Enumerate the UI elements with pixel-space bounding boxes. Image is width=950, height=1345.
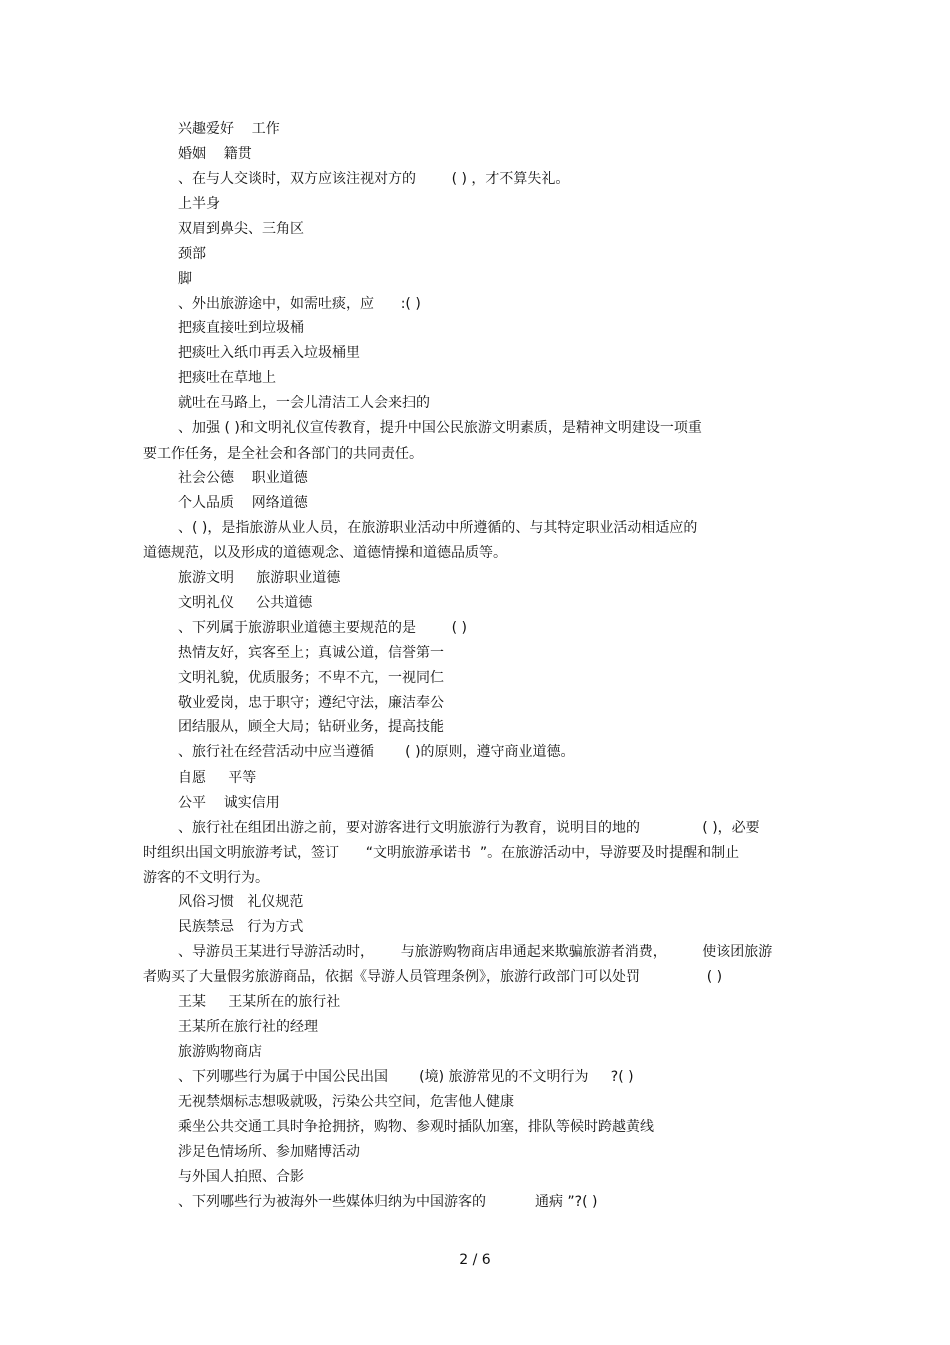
text-line: 社会公德 职业道德 (178, 470, 308, 486)
text-line: 公平 诚实信用 (178, 795, 280, 811)
text-line: 民族禁忌 行为方式 (178, 919, 304, 935)
text-line: 、旅行社在经营活动中应当遵循 ( )的原则，遵守商业道德。 (178, 744, 575, 760)
text-line: 时组织出国文明旅游考试，签订 “文明旅游承诺书 ”。在旅游活动中，导游要及时提醒和制止 (143, 845, 740, 861)
text-line: 、加强 ( )和文明礼仪宣传教育，提升中国公民旅游文明素质，是精神文明建设一项重 (178, 420, 702, 436)
text-line: 颈部 (178, 246, 206, 262)
text-line: 双眉到鼻尖、三角区 (178, 221, 304, 237)
text-line: 把痰吐在草地上 (178, 370, 276, 386)
text-line: 就吐在马路上，一会儿清洁工人会来扫的 (178, 395, 430, 411)
text-line: 婚姻 籍贯 (178, 146, 252, 162)
text-line: 游客的不文明行为。 (143, 870, 269, 886)
text-line: 团结服从，顾全大局；钻研业务，提高技能 (178, 719, 444, 735)
text-line: 敬业爱岗，忠于职守；遵纪守法，廉洁奉公 (178, 695, 444, 711)
text-line: 旅游文明 旅游职业道德 (178, 570, 341, 586)
text-line: 王某 王某所在的旅行社 (178, 994, 341, 1010)
text-line: 旅游购物商店 (178, 1044, 262, 1060)
text-line: 、下列哪些行为属于中国公民出国 (境) 旅游常见的不文明行为 ?( ) (178, 1069, 634, 1085)
text-line: 自愿 平等 (178, 770, 257, 786)
text-line: 风俗习惯 礼仪规范 (178, 894, 304, 910)
text-line: 、外出旅游途中，如需吐痰，应 :( ) (178, 296, 421, 312)
text-line: 与外国人拍照、合影 (178, 1169, 304, 1185)
text-line: 、在与人交谈时，双方应该注视对方的 ( ) ，才不算失礼。 (178, 171, 570, 187)
text-line: 乘坐公共交通工具时争抢拥挤，购物、参观时插队加塞，排队等候时跨越黄线 (178, 1119, 654, 1135)
text-line: 把痰直接吐到垃圾桶 (178, 320, 304, 336)
text-line: 道德规范，以及形成的道德观念、道德情操和道德品质等。 (143, 545, 507, 561)
text-line: 者购买了大量假劣旅游商品，依据《导游人员管理条例》，旅游行政部门可以处罚 ( ) (143, 969, 723, 985)
text-line: 个人品质 网络道德 (178, 495, 308, 511)
text-line: 、( )，是指旅游从业人员，在旅游职业活动中所遵循的、与其特定职业活动相适应的 (178, 520, 698, 536)
text-line: 、旅行社在组团出游之前，要对游客进行文明旅游行为教育，说明目的地的 ( )，必要 (178, 820, 760, 836)
text-line: 涉足色情场所、参加赌博活动 (178, 1144, 360, 1160)
page-number: 2 / 6 (459, 1252, 491, 1268)
text-line: 脚 (178, 271, 192, 287)
text-line: 、下列属于旅游职业道德主要规范的是 ( ) (178, 620, 467, 636)
text-line: 上半身 (178, 196, 220, 212)
text-line: 、下列哪些行为被海外一些媒体归纳为中国游客的 通病 ”?( ) (178, 1194, 598, 1210)
text-line: 兴趣爱好 工作 (178, 121, 280, 137)
text-line: 文明礼仪 公共道德 (178, 595, 313, 611)
text-line: 要工作任务，是全社会和各部门的共同责任。 (143, 446, 423, 462)
text-line: 王某所在旅行社的经理 (178, 1019, 318, 1035)
text-line: 文明礼貌，优质服务；不卑不亢，一视同仁 (178, 670, 444, 686)
text-line: 、导游员王某进行导游活动时， 与旅游购物商店串通起来欺骗旅游者消费， 使该团旅游 (178, 944, 773, 960)
text-line: 把痰吐入纸巾再丢入垃圾桶里 (178, 345, 360, 361)
text-line: 热情友好，宾客至上；真诚公道，信誉第一 (178, 645, 444, 661)
text-line: 无视禁烟标志想吸就吸，污染公共空间，危害他人健康 (178, 1094, 514, 1110)
